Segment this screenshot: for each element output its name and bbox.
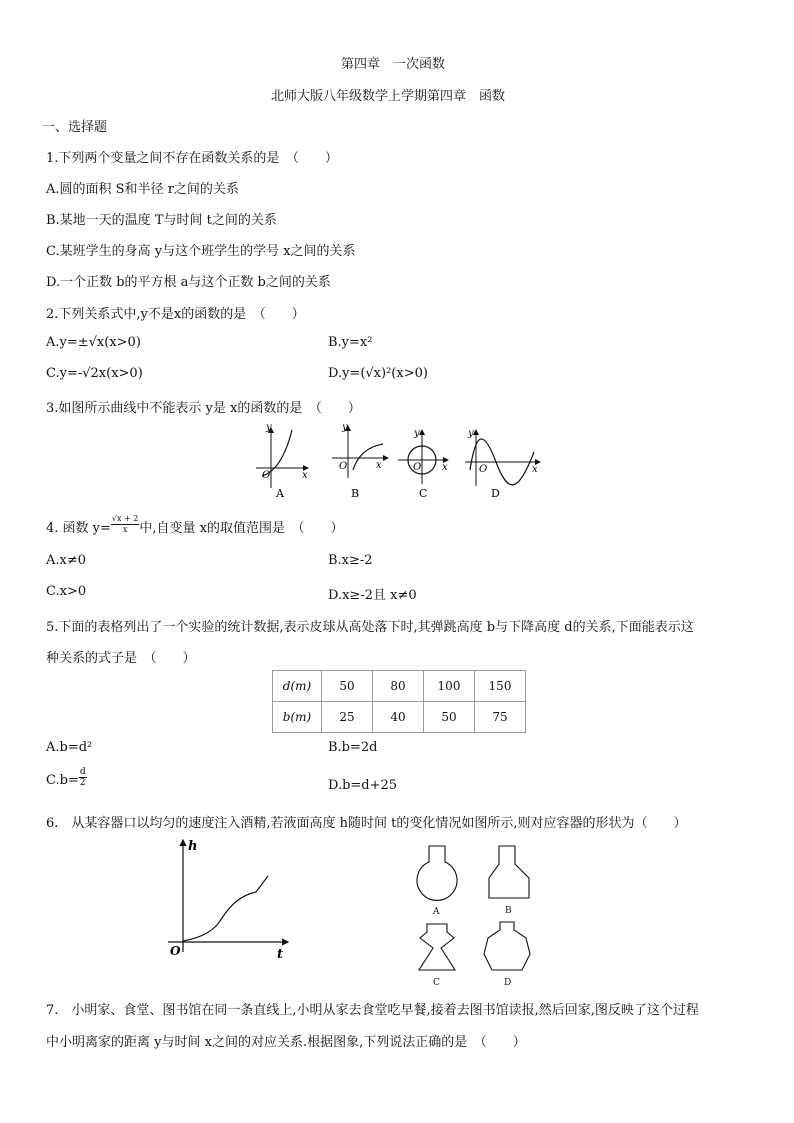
q5-option-c (46, 767, 87, 788)
page-subtitle: 北师大版八年级数学上学期第四章 函数 (271, 89, 506, 104)
q4-stem-post: 中,自变量 x的取值范围是 （ ） (139, 521, 344, 536)
q2-option-a: A.y=±√x(x>0) (46, 335, 141, 350)
q5-option-c-pre: C.b= (46, 773, 79, 788)
q6-stem: 6. 从某容器口以均匀的速度注入酒精,若液面高度 h随时间 t的变化情况如图所示,则对应容器的形状为（ ） (46, 816, 687, 831)
q4-option-c: C.x>0 (46, 584, 87, 599)
q5-option-d: D.b=d+25 (328, 778, 398, 793)
table-cell: d(m) (273, 671, 322, 702)
q3-graph-d (465, 428, 540, 500)
q3-d-y-label: y (468, 428, 474, 439)
q4-denominator: x (122, 525, 128, 534)
table-row (273, 671, 526, 702)
q2-option-c: C.y=-√2x(x>0) (46, 366, 143, 381)
q5-option-c-fraction (79, 767, 87, 788)
q4-option-b: B.x≥-2 (328, 553, 373, 568)
q1-stem: 1.下列两个变量之间不存在函数关系的是 （ ） (46, 151, 338, 166)
q4-numerator: √x + 2 (111, 514, 139, 523)
q1-option-a: A.圆的面积 S和半径 r之间的关系 (46, 182, 239, 197)
q5-data-table (272, 670, 526, 733)
q5-option-b: B.b=2d (328, 740, 378, 755)
q5-option-c-den: 2 (79, 778, 86, 788)
q4-stem (46, 514, 344, 536)
table-cell: 50 (424, 702, 475, 733)
q4-fraction (111, 514, 140, 535)
q7-stem-line1: 7. 小明家、食堂、图书馆在同一条直线上,小明从家去食堂吃早餐,接着去图书馆读报,然后回家,图反映了这个过程 (46, 1003, 699, 1018)
table-cell: 40 (373, 702, 424, 733)
q1-option-c: C.某班学生的身高 y与这个班学生的学号 x之间的关系 (46, 244, 356, 259)
table-cell: 80 (373, 671, 424, 702)
q3-graph-b (332, 422, 388, 500)
q3-a-x-label: x (302, 470, 308, 481)
q6-container-d (484, 922, 530, 988)
q3-c-origin: O (413, 462, 422, 473)
q7-stem-line2: 中小明离家的距离 y与时间 x之间的对应关系.根据图象,下列说法正确的是 （ ） (46, 1035, 526, 1050)
section-heading: 一、选择题 (42, 120, 108, 135)
q3-label-b: B (351, 487, 360, 500)
q3-label-a: A (276, 487, 284, 500)
q6-container-c (419, 924, 455, 988)
table-cell: 50 (322, 671, 373, 702)
q6-t-label: t (277, 947, 284, 962)
q3-label-d: D (491, 487, 500, 500)
q2-option-b: B.y=x² (328, 335, 373, 350)
q4-stem-pre: 4. 函数 y= (46, 521, 111, 536)
q5-stem-line1: 5.下面的表格列出了一个实验的统计数据,表示皮球从高处落下时,其弹跳高度 b与下降高度 d的关系,下面能表示这 (46, 620, 694, 635)
q3-b-y-label: y (342, 422, 348, 433)
q2-stem: 2.下列关系式中,y不是x的函数的是 （ ） (46, 307, 305, 322)
q4-option-d: D.x≥-2且 x≠0 (328, 588, 417, 603)
q3-d-origin: O (479, 464, 488, 475)
q3-graph-c (398, 428, 448, 500)
q6-label-a: A (433, 907, 440, 917)
q3-b-x-label: x (376, 460, 382, 471)
q6-origin: O (170, 944, 181, 958)
q6-label-c: C (433, 978, 440, 988)
q2-option-d: D.y=(√x)²(x>0) (328, 366, 428, 381)
q3-c-y-label: y (414, 428, 420, 439)
q3-b-origin: O (339, 461, 348, 472)
q5-option-a: A.b=d² (46, 740, 93, 755)
q3-a-y-label: y (266, 422, 272, 433)
q4-option-a: A.x≠0 (46, 553, 87, 568)
q1-option-d: D.一个正数 b的平方根 a与这个正数 b之间的关系 (46, 275, 331, 290)
page-title: 第四章 一次函数 (341, 57, 446, 72)
table-cell: 75 (475, 702, 526, 733)
q6-label-d: D (504, 978, 512, 988)
q6-h-label: h (188, 839, 198, 854)
q6-graph (168, 839, 288, 962)
q3-graph-a (256, 422, 308, 500)
q6-container-b (489, 846, 529, 916)
q5-stem-line2: 种关系的式子是 （ ） (46, 651, 196, 666)
q3-label-c: C (419, 487, 428, 500)
q6-container-a (417, 846, 457, 917)
q3-a-origin: O (262, 470, 271, 481)
q3-d-x-label: x (532, 464, 538, 475)
table-cell: 25 (322, 702, 373, 733)
q6-label-b: B (505, 906, 512, 916)
q5-option-c-num: d (79, 767, 86, 777)
q1-option-b: B.某地一天的温度 T与时间 t之间的关系 (46, 213, 277, 228)
table-cell: 100 (424, 671, 475, 702)
q3-stem: 3.如图所示曲线中不能表示 y是 x的函数的是 （ ） (46, 401, 361, 416)
table-cell: 150 (475, 671, 526, 702)
table-row (273, 702, 526, 733)
table-cell: b(m) (273, 702, 322, 733)
q3-c-x-label: x (442, 462, 448, 473)
